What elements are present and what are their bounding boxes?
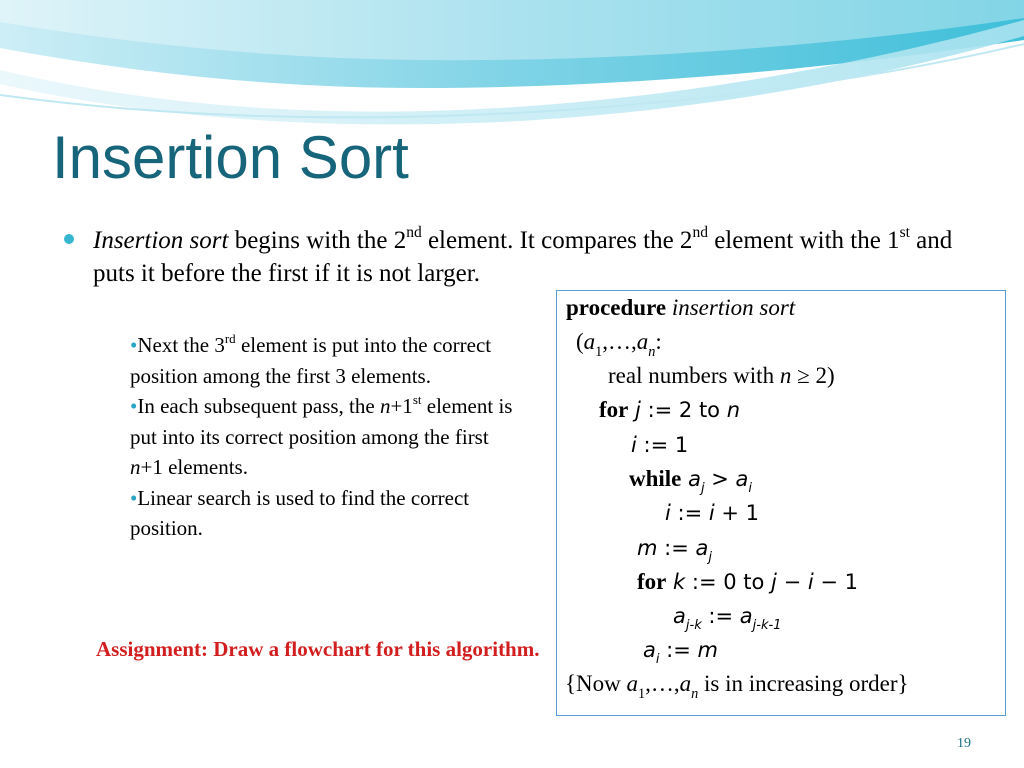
code-text: ,…, (645, 671, 680, 696)
code-text: : (655, 329, 662, 354)
code-text: := 0 to (685, 570, 772, 594)
ordinal-suffix: st (899, 224, 910, 242)
code-text: := (659, 638, 698, 662)
keyword-for: for (637, 569, 667, 594)
intro-text: and puts it before the first if it is not larger. (93, 227, 953, 287)
math-var: j (628, 398, 641, 422)
sub-bullet-icon: • (130, 394, 138, 418)
main-bullet-text (93, 224, 974, 290)
sub-bullet-item (130, 483, 522, 544)
subscript: 1 (638, 686, 646, 703)
intro-text: element. It compares the 2 (421, 227, 693, 254)
subscript: j (708, 550, 712, 566)
math-var: i (631, 433, 637, 457)
ordinal-suffix: nd (692, 224, 708, 242)
sub-bullet-text: Linear search is used to find the correct position. (130, 485, 470, 540)
term-insertion-sort: Insertion sort (93, 227, 229, 254)
code-line-shift (673, 602, 782, 634)
code-line-insert (643, 636, 718, 668)
sub-bullet-text: element is put into its correct position among the first (130, 394, 513, 449)
math-var: a (626, 671, 639, 696)
main-bullet (64, 224, 974, 290)
code-line-i-increment (665, 499, 759, 527)
math-var: a (583, 329, 596, 354)
procedure-name: insertion sort (666, 295, 796, 320)
math-var: j (771, 570, 777, 594)
pseudocode-box (556, 290, 1006, 716)
ordinal-suffix: nd (406, 224, 422, 242)
code-text: + 1 (714, 501, 760, 525)
math-var: i (807, 570, 814, 594)
keyword-while: while (629, 466, 682, 491)
code-text: := 1 (636, 433, 689, 457)
sub-bullet-text: Next the 3 (137, 333, 225, 357)
sub-bullet-list (130, 330, 522, 544)
code-line-for-j (599, 396, 740, 424)
code-line-while (629, 465, 753, 497)
code-text: := 2 to (640, 398, 727, 422)
subscript: 1 (595, 344, 603, 361)
code-text: := (701, 604, 740, 628)
assignment-note: Assignment: Draw a flowchart for this algorithm. (96, 637, 540, 661)
bullet-dot-icon (64, 234, 74, 244)
math-var: i (665, 501, 671, 525)
math-var: i (708, 501, 715, 525)
subscript: n (691, 686, 699, 703)
math-var: n (779, 363, 792, 388)
code-line-m-assign (637, 534, 712, 566)
math-var: a (679, 671, 692, 696)
sub-bullet-item (130, 330, 522, 391)
math-var: a (673, 604, 686, 628)
code-line-i-init (631, 431, 688, 459)
code-text: ≥ 2) (791, 363, 835, 388)
code-line-realnumbers (608, 362, 835, 390)
math-var: k (666, 570, 686, 594)
code-text: := (670, 501, 709, 525)
math-var-n: n (130, 455, 141, 479)
math-var: a (643, 638, 656, 662)
subscript: i (748, 481, 753, 497)
code-text: − (776, 570, 808, 594)
sub-bullet-text: In each subsequent pass, the (137, 394, 380, 418)
page-number: 19 (957, 736, 971, 751)
sub-bullet-icon: • (130, 485, 138, 510)
intro-text: begins with the 2 (228, 227, 407, 254)
code-text: {Now (565, 671, 627, 696)
math-var: m (697, 638, 718, 662)
code-text: real numbers with (608, 363, 780, 388)
code-text: := (657, 536, 696, 560)
code-line-params (576, 328, 662, 361)
code-text: ,…, (602, 329, 637, 354)
code-text: is in increasing order} (698, 671, 909, 696)
code-line-procedure (566, 294, 795, 322)
subscript: n (648, 344, 656, 361)
code-text: ( (576, 329, 584, 354)
sub-bullet-text: +1 elements. (140, 455, 248, 479)
math-var: n (726, 398, 741, 422)
math-var-n: n (379, 394, 391, 418)
slide-title: Insertion Sort (52, 124, 409, 191)
header-wave-decoration (0, 0, 1024, 130)
ordinal-suffix: st (412, 391, 422, 407)
math-var: a (681, 467, 701, 491)
keyword-procedure: procedure (566, 295, 667, 320)
subscript: j (700, 481, 705, 497)
keyword-for: for (599, 397, 629, 422)
math-var: a (636, 329, 649, 354)
subscript: j-k-1 (752, 618, 782, 634)
code-text: > (704, 467, 736, 491)
math-var: a (739, 604, 753, 628)
sub-bullet-item (130, 391, 522, 483)
code-line-for-k (637, 568, 858, 596)
math-var: a (695, 536, 709, 560)
subscript: j-k (685, 618, 702, 634)
math-var: a (735, 467, 749, 491)
sub-bullet-icon: • (130, 333, 138, 357)
intro-text: element with the 1 (707, 227, 900, 254)
math-var: m (637, 536, 658, 560)
code-text: − 1 (813, 570, 858, 594)
code-line-comment (565, 670, 909, 703)
sub-bullet-text: +1 (390, 394, 413, 418)
ordinal-suffix: rd (224, 330, 236, 346)
sub-bullet-text: element is put into the correct position among the first 3 elements. (130, 333, 492, 388)
subscript: i (655, 652, 660, 668)
